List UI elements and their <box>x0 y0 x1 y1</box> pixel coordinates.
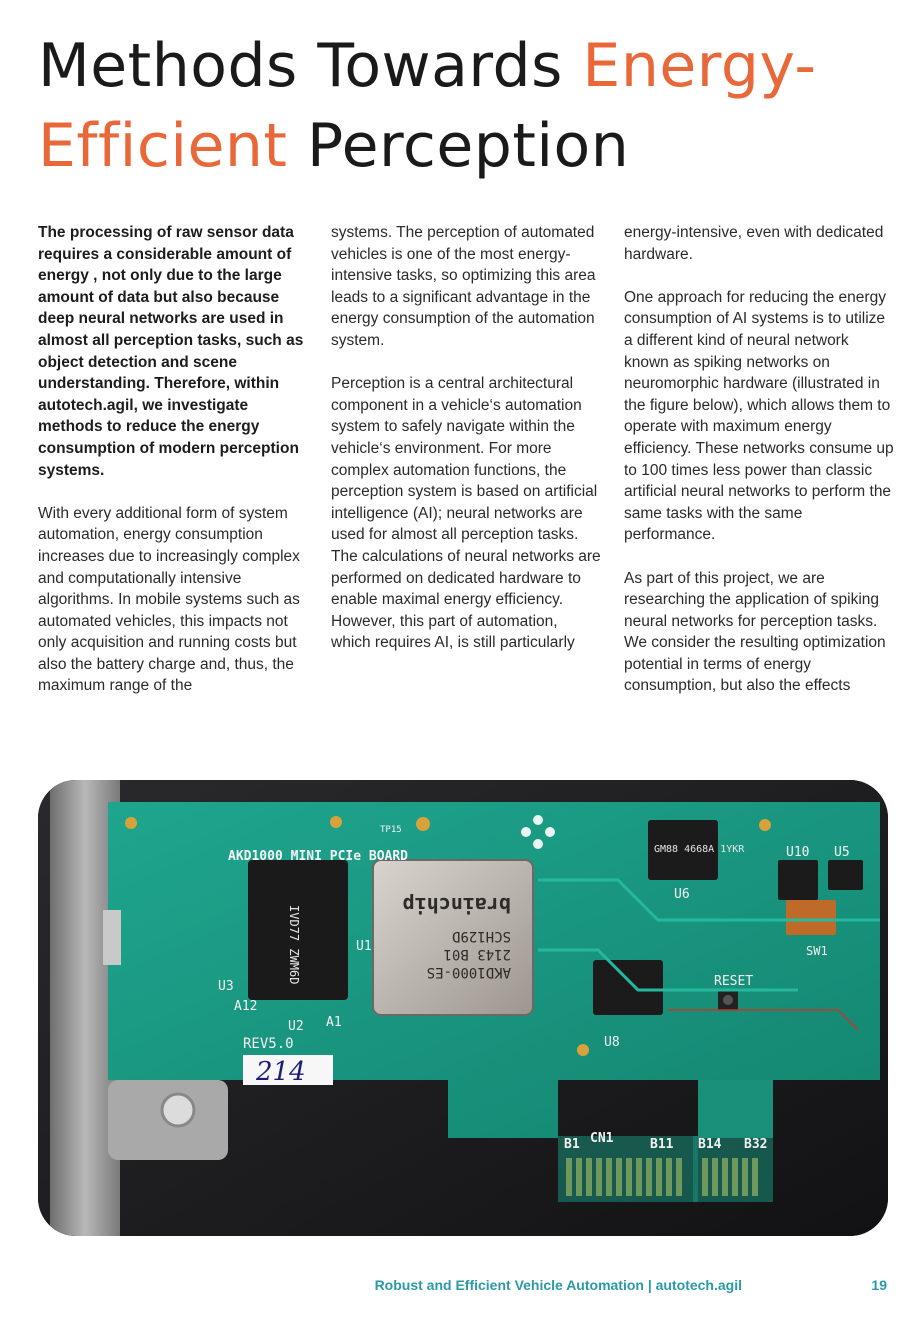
svg-text:U2: U2 <box>288 1019 304 1034</box>
footer-title: Robust and Efficient Vehicle Automation | autotech.agil <box>374 1277 742 1293</box>
ic-chip-label: GM88 4668A 1YKR <box>654 844 745 855</box>
screw-icon <box>162 1094 194 1126</box>
body-paragraph: Perception is a central architectural component in a vehicle‘s automation system to safely navigate within the vehicle‘s environment. For more complex automation functions, the perception system is based on artificial intelligence (AI); neural networks are used for almost all perception tasks. The calculations of neural networks are performed on dedicated hardware to enable maximal energy efficiency. However, this part of automation, which requires AI, is still particularly <box>331 375 601 652</box>
svg-text:AKD1000-ES: AKD1000-ES <box>426 964 511 980</box>
body-paragraph: As part of this project, we are researching the application of spiking neural networks for perception tasks. We consider the resulting optimization potential in terms of energy consumption, but also the effects <box>624 569 886 695</box>
svg-text:U8: U8 <box>604 1035 620 1050</box>
svg-text:B32: B32 <box>744 1137 768 1152</box>
body-paragraph: With every additional form of system automation, energy consumption increases due to increasingly complex and computationally intensive algorithms. In mobile systems such as automated vehicles, this impacts not only acquisition and running costs but also the battery charge and, thus, the maximum range of the <box>38 504 300 695</box>
page-number: 19 <box>871 1277 887 1293</box>
board-title-label: AKD1000 MINI PCIe BOARD <box>228 849 409 864</box>
svg-text:A12: A12 <box>234 999 258 1014</box>
title-accent-2: Efficient <box>38 111 288 181</box>
body-paragraph: One approach for reducing the energy consumption of AI systems is to utilize a different kind of neural network known as spiking networks on neuromorphic hardware (illustrated in the figure below), which allows them to operate with maximum energy efficiency. These networks consume up to 100 times less power than classic artificial neural networks to perform the same tasks with the same performance. <box>624 288 894 544</box>
title-part1: Methods Towards <box>38 31 583 101</box>
svg-text:SCH129D: SCH129D <box>451 928 511 944</box>
svg-text:U5: U5 <box>834 845 850 860</box>
dip-switch <box>786 900 836 935</box>
svg-text:B11: B11 <box>650 1137 674 1152</box>
svg-text:U3: U3 <box>218 979 234 994</box>
svg-text:U6: U6 <box>674 887 690 902</box>
svg-text:2143 B01: 2143 B01 <box>443 946 511 962</box>
circuit-board-photo <box>38 780 888 1236</box>
body-paragraph: energy-intensive, even with dedicated hardware. <box>624 224 884 263</box>
text-column-3 <box>624 222 894 719</box>
svg-text:brainchip: brainchip <box>402 893 511 917</box>
title-part2: Perception <box>287 111 630 181</box>
svg-text:U1: U1 <box>356 939 372 954</box>
body-paragraph: systems. The perception of automated vehicles is one of the most energy-intensive tasks, so optimizing this area leads to a significant advantage in the energy consumption of the automation system. <box>331 224 596 349</box>
reset-label: RESET <box>714 974 754 989</box>
title-accent-1: Energy- <box>582 31 817 101</box>
switch-label: SW1 <box>806 944 828 958</box>
lead-paragraph: The processing of raw sensor data requires a considerable amount of energy , not only due to the large amount of data but also because deep neural networks are used in almost all perception tasks, such as object detection and scene understanding. Therefore, within autotech.agil, we investigate methods to reduce the energy consumption of modern perception systems. <box>38 224 304 479</box>
handwritten-number: 214 <box>256 1057 306 1087</box>
svg-text:A1: A1 <box>326 1015 342 1030</box>
svg-text:U10: U10 <box>786 845 810 860</box>
svg-text:B14: B14 <box>698 1137 722 1152</box>
text-column-2 <box>331 222 601 675</box>
ic-chip <box>828 860 863 890</box>
text-column-1 <box>38 222 308 719</box>
page-title <box>38 26 898 186</box>
memory-chip-label: IVD77 ZWM6D <box>287 905 301 985</box>
ic-chip <box>593 960 663 1015</box>
revision-label: REV5.0 <box>243 1036 294 1052</box>
svg-text:TP15: TP15 <box>380 825 402 835</box>
ribbon-connector <box>103 910 121 965</box>
svg-text:B1: B1 <box>564 1137 580 1152</box>
svg-text:CN1: CN1 <box>590 1131 614 1146</box>
ic-chip <box>778 860 818 900</box>
